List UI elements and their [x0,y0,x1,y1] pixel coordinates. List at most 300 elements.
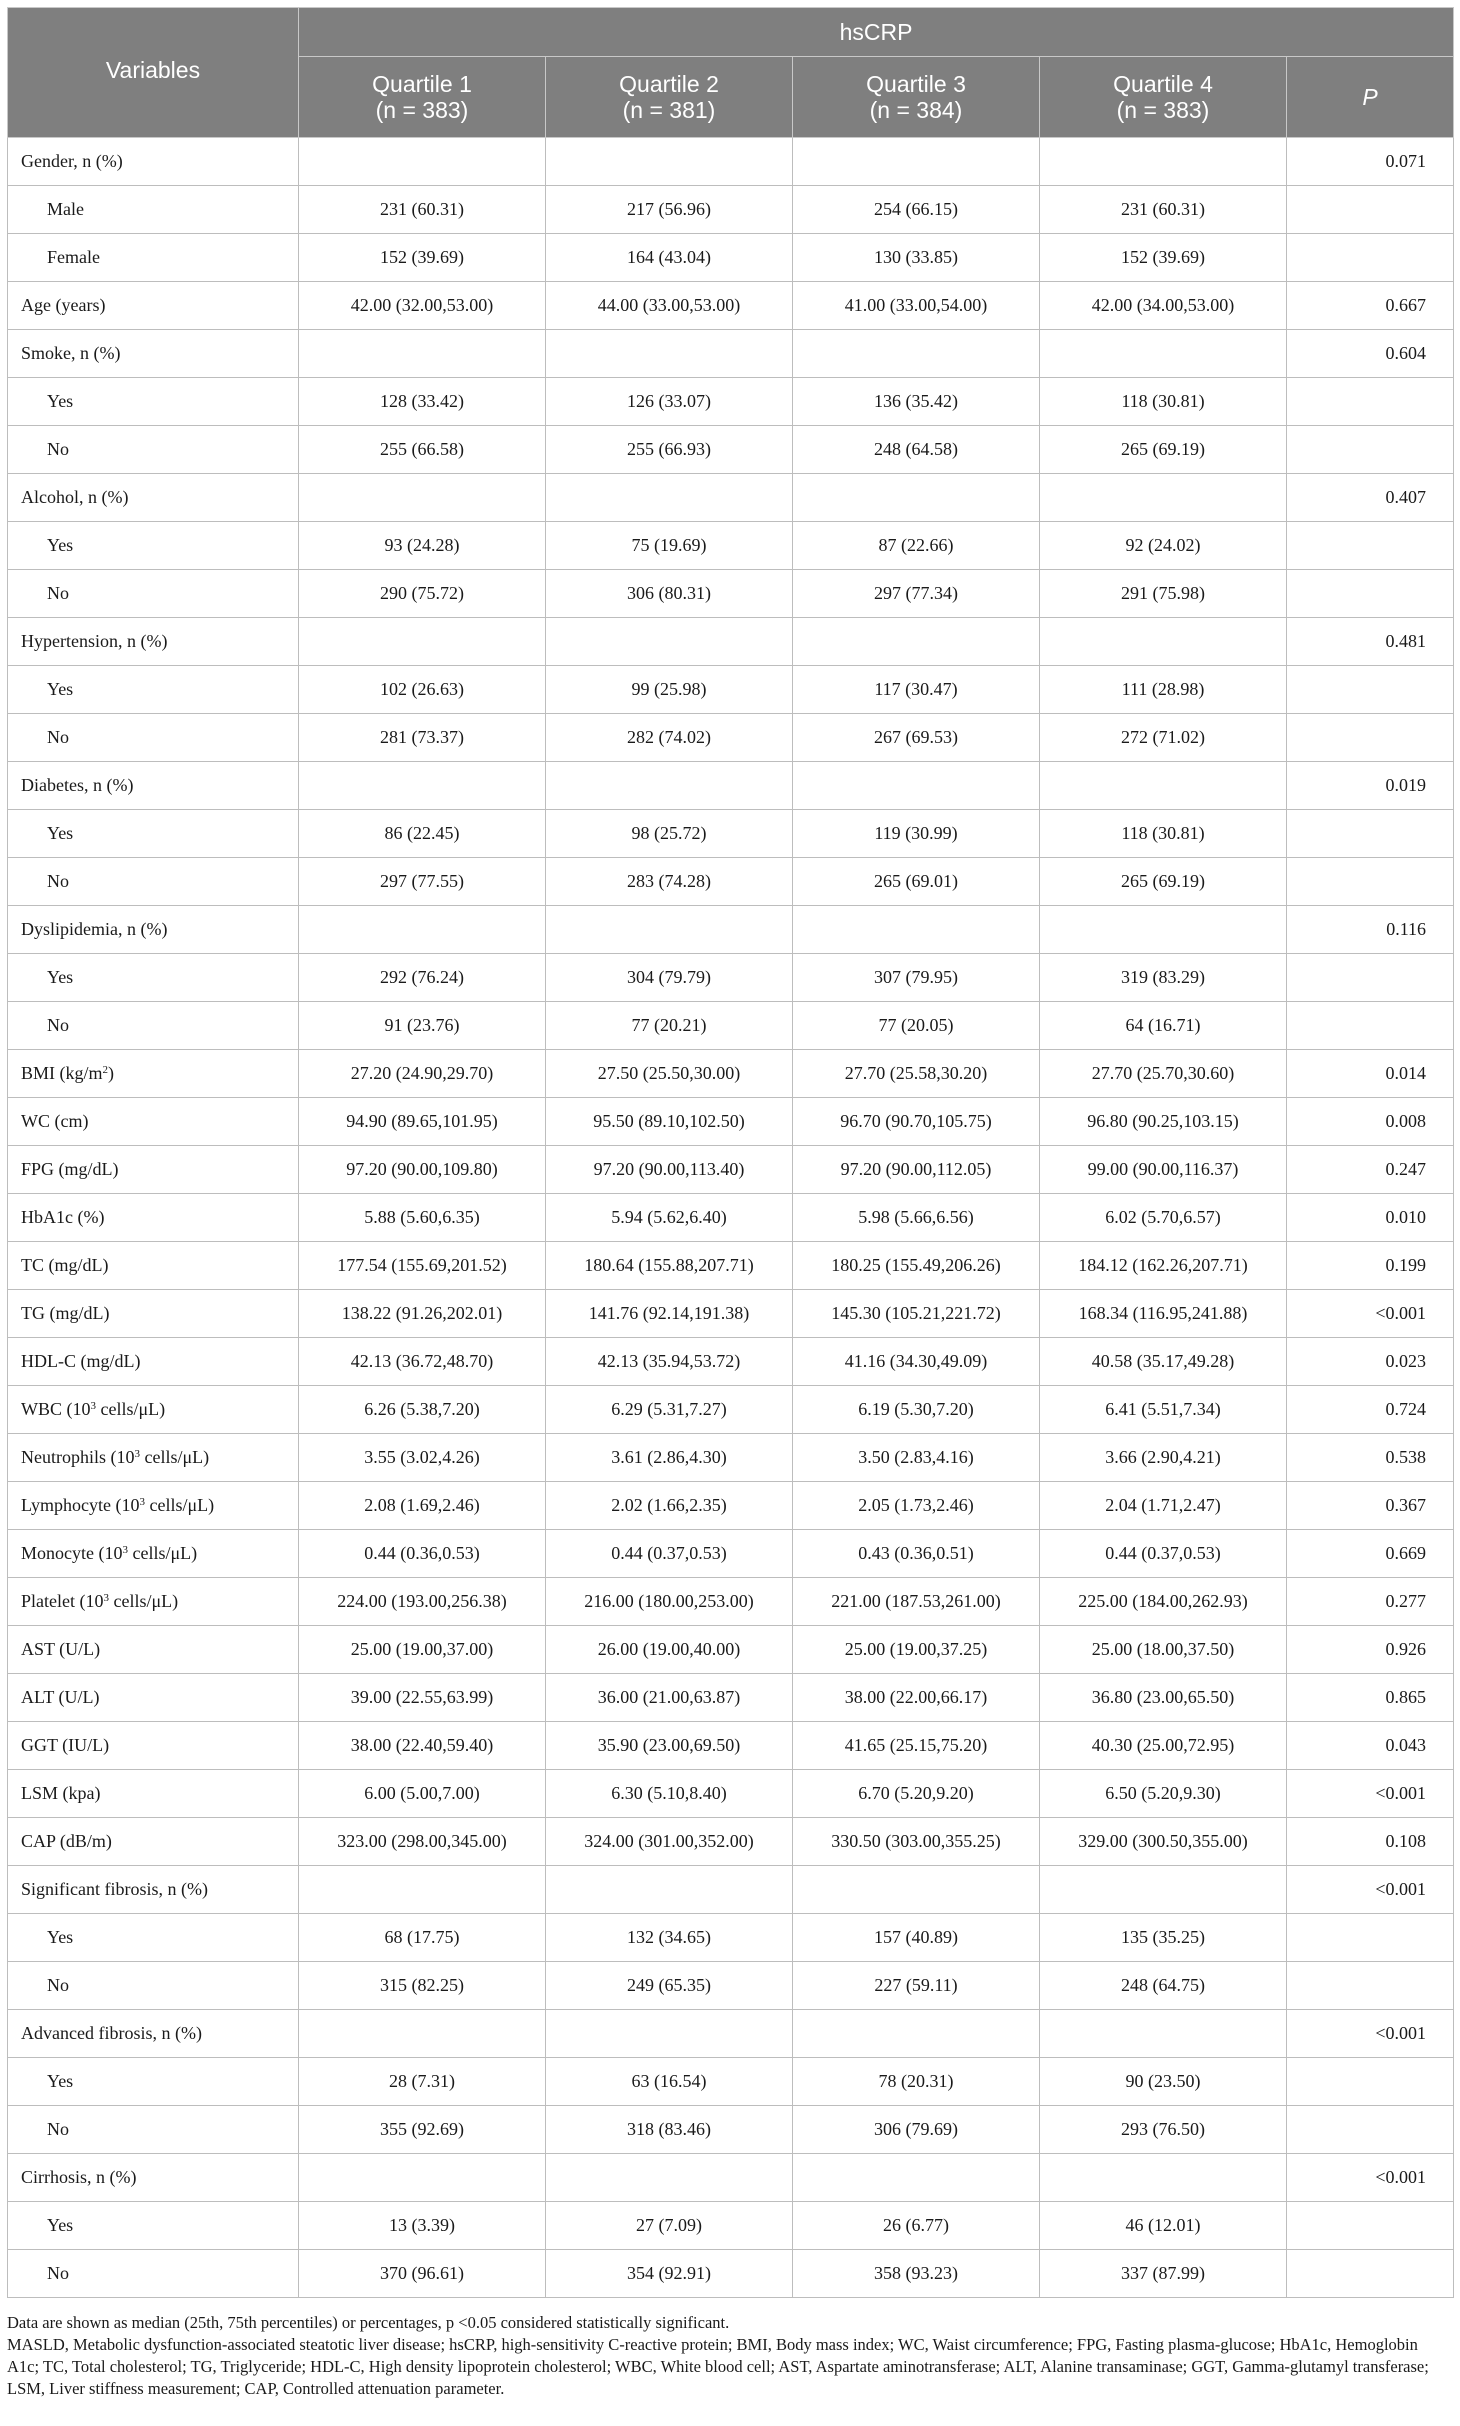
row-label: BMI $(kg/m^2)$ [8,1050,299,1098]
quartile-2-cell [546,762,793,810]
row-label: ALT (U/L) [8,1674,299,1722]
quartile-1-cell: 25.00 (19.00,37.00) [299,1626,546,1674]
quartile-1-cell: 91 (23.76) [299,1002,546,1050]
quartile-4-cell: 46 (12.01) [1040,2202,1287,2250]
table-row [8,858,1454,906]
quartile-1-header: Quartile 1 (n = 383) [299,57,546,138]
quartile-2-cell: 282 (74.02) [546,714,793,762]
quartile-4-cell: 6.50 (5.20,9.30) [1040,1770,1287,1818]
row-label: Platelet ($10^3$ cells/μL) [8,1578,299,1626]
quartile-3-cell: 6.70 (5.20,9.20) [793,1770,1040,1818]
quartile-1-cell: 315 (82.25) [299,1962,546,2010]
p-value-cell [1287,954,1454,1002]
quartile-1-cell [299,762,546,810]
quartile-3-cell: 25.00 (19.00,37.25) [793,1626,1040,1674]
table-row [8,138,1454,186]
quartile-4-cell: 248 (64.75) [1040,1962,1287,2010]
row-label: No [8,570,299,618]
quartile-4-cell: 231 (60.31) [1040,186,1287,234]
quartile-1-cell [299,906,546,954]
row-label: Female [8,234,299,282]
row-label: Yes [8,2058,299,2106]
quartile-4-cell: 0.44 (0.37,0.53) [1040,1530,1287,1578]
quartile-2-cell: 249 (65.35) [546,1962,793,2010]
quartile-1-cell: 138.22 (91.26,202.01) [299,1290,546,1338]
quartile-3-cell [793,906,1040,954]
quartile-1-cell [299,1866,546,1914]
p-value-cell: 0.926 [1287,1626,1454,1674]
table-row [8,1626,1454,1674]
row-label: Lymphocyte ($10^3$ cells/μL) [8,1482,299,1530]
quartile-3-cell: 41.00 (33.00,54.00) [793,282,1040,330]
p-value-cell: 0.604 [1287,330,1454,378]
quartile-2-cell: 324.00 (301.00,352.00) [546,1818,793,1866]
p-value-cell: <0.001 [1287,1290,1454,1338]
quartile-1-cell: 231 (60.31) [299,186,546,234]
quartile-2-cell: 354 (92.91) [546,2250,793,2298]
quartile-4-cell [1040,138,1287,186]
quartile-2-cell: 26.00 (19.00,40.00) [546,1626,793,1674]
quartile-4-cell: 36.80 (23.00,65.50) [1040,1674,1287,1722]
quartile-2-cell: 6.30 (5.10,8.40) [546,1770,793,1818]
row-label: TG (mg/dL) [8,1290,299,1338]
quartile-1-cell: 6.00 (5.00,7.00) [299,1770,546,1818]
quartile-2-cell [546,2010,793,2058]
quartile-1-cell [299,330,546,378]
p-value-cell: 0.538 [1287,1434,1454,1482]
quartile-1-cell: 292 (76.24) [299,954,546,1002]
quartile-1-cell: 290 (75.72) [299,570,546,618]
row-label: Age (years) [8,282,299,330]
quartile-3-cell: 0.43 (0.36,0.51) [793,1530,1040,1578]
footnote-abbreviations: MASLD, Metabolic dysfunction-associated steatotic liver disease; hsCRP, high-sensitivity C-reactive protein; BMI, Body mass index; WC, Waist circumference; FPG, Fasting plasma-glucose; HbA1c, Hemoglobin A1c; TC, Total cholesterol; TG, Triglyceride; HDL-C, High density lipoprotein cholesterol; WBC, White blood cell; AST, Aspartate aminotransferase; ALT, Alanine transaminase; GGT, Gamma-glutamyl transferase; LSM, Liver stiffness measurement; CAP, Controlled attenuation parameter. [7,2335,1429,2398]
table-row [8,1146,1454,1194]
quartile-2-cell [546,1866,793,1914]
table-row [8,1242,1454,1290]
quartile-2-cell: 0.44 (0.37,0.53) [546,1530,793,1578]
quartile-1-cell: 5.88 (5.60,6.35) [299,1194,546,1242]
row-label: Significant fibrosis, n (%) [8,1866,299,1914]
table-row [8,1674,1454,1722]
quartile-2-cell: 44.00 (33.00,53.00) [546,282,793,330]
quartile-4-cell: 329.00 (300.50,355.00) [1040,1818,1287,1866]
baseline-characteristics-table [7,7,1454,2298]
p-value-cell [1287,234,1454,282]
quartile-3-cell [793,2154,1040,2202]
row-label: Diabetes, n (%) [8,762,299,810]
row-label: Yes [8,2202,299,2250]
quartile-1-cell: 42.13 (36.72,48.70) [299,1338,546,1386]
quartile-1-cell [299,2154,546,2202]
table-row [8,1530,1454,1578]
quartile-1-cell: 255 (66.58) [299,426,546,474]
quartile-2-header: Quartile 2 (n = 381) [546,57,793,138]
quartile-4-cell: 6.02 (5.70,6.57) [1040,1194,1287,1242]
table-row [8,714,1454,762]
quartile-2-cell [546,138,793,186]
quartile-1-cell: 28 (7.31) [299,2058,546,2106]
quartile-3-cell: 136 (35.42) [793,378,1040,426]
quartile-1-cell [299,618,546,666]
table-row [8,234,1454,282]
quartile-4-cell: 64 (16.71) [1040,1002,1287,1050]
quartile-1-cell: 39.00 (22.55,63.99) [299,1674,546,1722]
quartile-1-cell: 297 (77.55) [299,858,546,906]
quartile-2-cell: 98 (25.72) [546,810,793,858]
quartile-4-cell: 6.41 (5.51,7.34) [1040,1386,1287,1434]
quartile-4-cell [1040,2154,1287,2202]
table-row [8,2058,1454,2106]
table-row [8,2202,1454,2250]
table-row [8,282,1454,330]
quartile-2-cell [546,2154,793,2202]
quartile-4-cell [1040,330,1287,378]
table-row [8,474,1454,522]
quartile-1-cell: 2.08 (1.69,2.46) [299,1482,546,1530]
p-value-cell [1287,1914,1454,1962]
table-row [8,1770,1454,1818]
quartile-2-cell: 126 (33.07) [546,378,793,426]
row-label: No [8,2250,299,2298]
quartile-2-cell: 36.00 (21.00,63.87) [546,1674,793,1722]
table-row [8,2010,1454,2058]
quartile-3-cell: 227 (59.11) [793,1962,1040,2010]
quartile-4-cell: 265 (69.19) [1040,858,1287,906]
quartile-3-cell: 130 (33.85) [793,234,1040,282]
quartile-2-cell: 42.13 (35.94,53.72) [546,1338,793,1386]
quartile-1-cell: 152 (39.69) [299,234,546,282]
p-value-cell: 0.043 [1287,1722,1454,1770]
quartile-1-cell: 128 (33.42) [299,378,546,426]
quartile-4-cell: 168.34 (116.95,241.88) [1040,1290,1287,1338]
quartile-1-cell: 6.26 (5.38,7.20) [299,1386,546,1434]
row-label: FPG (mg/dL) [8,1146,299,1194]
quartile-3-cell: 38.00 (22.00,66.17) [793,1674,1040,1722]
table-row [8,1386,1454,1434]
quartile-1-cell: 68 (17.75) [299,1914,546,1962]
quartile-4-cell: 40.30 (25.00,72.95) [1040,1722,1287,1770]
quartile-4-cell: 265 (69.19) [1040,426,1287,474]
table-row [8,618,1454,666]
quartile-3-cell: 358 (93.23) [793,2250,1040,2298]
quartile-2-cell: 318 (83.46) [546,2106,793,2154]
quartile-2-cell: 304 (79.79) [546,954,793,1002]
quartile-4-cell: 3.66 (2.90,4.21) [1040,1434,1287,1482]
quartile-2-cell [546,906,793,954]
quartile-2-cell: 27 (7.09) [546,2202,793,2250]
table-row [8,1578,1454,1626]
table-row [8,1002,1454,1050]
p-value-cell: <0.001 [1287,2010,1454,2058]
p-value-cell: 0.008 [1287,1098,1454,1146]
table-row [8,810,1454,858]
p-value-cell [1287,666,1454,714]
quartile-1-cell: 97.20 (90.00,109.80) [299,1146,546,1194]
table-row [8,1818,1454,1866]
row-label: Advanced fibrosis, n (%) [8,2010,299,2058]
quartile-3-cell: 265 (69.01) [793,858,1040,906]
row-label: Gender, n (%) [8,138,299,186]
row-label: No [8,426,299,474]
quartile-2-cell: 6.29 (5.31,7.27) [546,1386,793,1434]
p-value-cell [1287,522,1454,570]
quartile-1-cell: 3.55 (3.02,4.26) [299,1434,546,1482]
variables-header: Variables [8,8,299,138]
quartile-1-cell: 0.44 (0.36,0.53) [299,1530,546,1578]
p-value-cell: 0.019 [1287,762,1454,810]
quartile-1-cell: 323.00 (298.00,345.00) [299,1818,546,1866]
row-label: AST (U/L) [8,1626,299,1674]
p-value-cell: 0.014 [1287,1050,1454,1098]
table-container [7,7,1453,2400]
quartile-3-cell [793,762,1040,810]
table-row [8,1050,1454,1098]
quartile-4-cell: 337 (87.99) [1040,2250,1287,2298]
table-row [8,2154,1454,2202]
quartile-2-cell: 255 (66.93) [546,426,793,474]
quartile-2-cell: 27.50 (25.50,30.00) [546,1050,793,1098]
row-label: No [8,1002,299,1050]
quartile-4-cell: 118 (30.81) [1040,378,1287,426]
quartile-4-cell [1040,618,1287,666]
p-value-cell: 0.667 [1287,282,1454,330]
row-label: WBC ($10^3$ cells/μL) [8,1386,299,1434]
p-value-cell [1287,714,1454,762]
p-value-cell [1287,2250,1454,2298]
row-label: Hypertension, n (%) [8,618,299,666]
quartile-3-cell [793,2010,1040,2058]
p-value-cell: 0.023 [1287,1338,1454,1386]
p-value-cell: 0.247 [1287,1146,1454,1194]
row-label: Smoke, n (%) [8,330,299,378]
row-label: Male [8,186,299,234]
quartile-3-cell: 87 (22.66) [793,522,1040,570]
table-body [8,138,1454,2298]
quartile-4-cell [1040,762,1287,810]
quartile-2-cell: 132 (34.65) [546,1914,793,1962]
quartile-3-cell: 248 (64.58) [793,426,1040,474]
quartile-3-cell: 26 (6.77) [793,2202,1040,2250]
quartile-3-cell: 117 (30.47) [793,666,1040,714]
table-row [8,1866,1454,1914]
p-value-cell [1287,2202,1454,2250]
quartile-4-cell: 225.00 (184.00,262.93) [1040,1578,1287,1626]
quartile-4-cell: 319 (83.29) [1040,954,1287,1002]
quartile-2-cell: 283 (74.28) [546,858,793,906]
row-label: WC (cm) [8,1098,299,1146]
quartile-4-cell: 152 (39.69) [1040,234,1287,282]
quartile-4-cell: 99.00 (90.00,116.37) [1040,1146,1287,1194]
quartile-2-cell [546,330,793,378]
quartile-4-cell: 135 (35.25) [1040,1914,1287,1962]
p-value-cell: 0.669 [1287,1530,1454,1578]
table-row [8,1914,1454,1962]
p-value-cell: <0.001 [1287,1866,1454,1914]
p-value-cell: 0.116 [1287,906,1454,954]
quartile-3-cell: 5.98 (5.66,6.56) [793,1194,1040,1242]
p-value-cell [1287,1962,1454,2010]
quartile-4-cell: 111 (28.98) [1040,666,1287,714]
table-row [8,1482,1454,1530]
group-header: hsCRP [299,8,1454,57]
p-value-cell [1287,2106,1454,2154]
table-row [8,2106,1454,2154]
table-row [8,1194,1454,1242]
quartile-3-cell: 3.50 (2.83,4.16) [793,1434,1040,1482]
quartile-2-cell: 99 (25.98) [546,666,793,714]
table-row [8,570,1454,618]
quartile-4-cell [1040,2010,1287,2058]
p-value-cell: 0.367 [1287,1482,1454,1530]
table-row [8,426,1454,474]
footnote-data-description: Data are shown as median (25th, 75th percentiles) or percentages, p <0.05 considered statistically significant. [7,2313,730,2332]
quartile-2-cell: 141.76 (92.14,191.38) [546,1290,793,1338]
table-row [8,906,1454,954]
quartile-2-cell: 97.20 (90.00,113.40) [546,1146,793,1194]
quartile-3-cell: 97.20 (90.00,112.05) [793,1146,1040,1194]
row-label: LSM (kpa) [8,1770,299,1818]
quartile-4-cell: 291 (75.98) [1040,570,1287,618]
row-label: No [8,1962,299,2010]
quartile-1-cell [299,474,546,522]
p-value-cell: 0.199 [1287,1242,1454,1290]
table-row [8,330,1454,378]
p-value-cell [1287,570,1454,618]
quartile-2-cell: 3.61 (2.86,4.30) [546,1434,793,1482]
quartile-3-cell [793,138,1040,186]
p-value-cell [1287,810,1454,858]
quartile-3-cell: 297 (77.34) [793,570,1040,618]
p-value-cell [1287,426,1454,474]
row-label: No [8,2106,299,2154]
quartile-2-cell [546,474,793,522]
quartile-1-cell [299,2010,546,2058]
quartile-2-cell: 216.00 (180.00,253.00) [546,1578,793,1626]
quartile-2-cell: 306 (80.31) [546,570,793,618]
table-row [8,1338,1454,1386]
row-label: Neutrophils ($10^3$ cells/μL) [8,1434,299,1482]
p-value-cell: 0.010 [1287,1194,1454,1242]
row-label: TC (mg/dL) [8,1242,299,1290]
row-label: Yes [8,378,299,426]
quartile-3-cell: 157 (40.89) [793,1914,1040,1962]
p-value-cell [1287,1002,1454,1050]
quartile-1-cell: 281 (73.37) [299,714,546,762]
quartile-3-cell: 145.30 (105.21,221.72) [793,1290,1040,1338]
quartile-3-cell: 180.25 (155.49,206.26) [793,1242,1040,1290]
row-label: Yes [8,666,299,714]
p-value-cell: 0.724 [1287,1386,1454,1434]
p-value-cell: 0.481 [1287,618,1454,666]
quartile-3-cell: 96.70 (90.70,105.75) [793,1098,1040,1146]
quartile-3-cell [793,474,1040,522]
quartile-4-cell [1040,474,1287,522]
quartile-3-cell: 41.65 (25.15,75.20) [793,1722,1040,1770]
p-value-cell [1287,186,1454,234]
quartile-2-cell: 63 (16.54) [546,2058,793,2106]
quartile-4-cell: 272 (71.02) [1040,714,1287,762]
quartile-3-cell: 221.00 (187.53,261.00) [793,1578,1040,1626]
p-value-cell [1287,858,1454,906]
row-label: Monocyte ($10^3$ cells/μL) [8,1530,299,1578]
quartile-4-cell: 118 (30.81) [1040,810,1287,858]
row-label: No [8,714,299,762]
table-row [8,522,1454,570]
quartile-4-cell [1040,1866,1287,1914]
quartile-4-cell: 184.12 (162.26,207.71) [1040,1242,1287,1290]
table-row [8,1098,1454,1146]
quartile-3-cell [793,1866,1040,1914]
row-label: Cirrhosis, n (%) [8,2154,299,2202]
quartile-2-cell: 75 (19.69) [546,522,793,570]
quartile-4-cell: 40.58 (35.17,49.28) [1040,1338,1287,1386]
p-value-cell [1287,2058,1454,2106]
p-value-cell: <0.001 [1287,2154,1454,2202]
row-label: Alcohol, n (%) [8,474,299,522]
row-label: CAP (dB/m) [8,1818,299,1866]
quartile-2-cell: 35.90 (23.00,69.50) [546,1722,793,1770]
table-footnotes [7,2312,1453,2400]
row-label: HDL-C (mg/dL) [8,1338,299,1386]
quartile-4-cell: 96.80 (90.25,103.15) [1040,1098,1287,1146]
table-row [8,1290,1454,1338]
quartile-4-cell: 42.00 (34.00,53.00) [1040,282,1287,330]
table-header [8,8,1454,138]
row-label: HbA1c (%) [8,1194,299,1242]
quartile-4-cell: 293 (76.50) [1040,2106,1287,2154]
quartile-4-cell: 92 (24.02) [1040,522,1287,570]
quartile-1-cell: 102 (26.63) [299,666,546,714]
table-row [8,666,1454,714]
quartile-1-cell: 86 (22.45) [299,810,546,858]
table-row [8,186,1454,234]
p-value-cell: <0.001 [1287,1770,1454,1818]
quartile-1-cell: 93 (24.28) [299,522,546,570]
row-label: Dyslipidemia, n (%) [8,906,299,954]
p-value-header: P [1287,57,1454,138]
row-label: Yes [8,954,299,1002]
quartile-1-cell: 94.90 (89.65,101.95) [299,1098,546,1146]
quartile-1-cell [299,138,546,186]
quartile-3-cell: 306 (79.69) [793,2106,1040,2154]
table-row [8,762,1454,810]
quartile-3-cell: 330.50 (303.00,355.25) [793,1818,1040,1866]
p-value-cell: 0.407 [1287,474,1454,522]
quartile-3-cell [793,330,1040,378]
row-label: Yes [8,1914,299,1962]
quartile-2-cell: 2.02 (1.66,2.35) [546,1482,793,1530]
quartile-2-cell: 77 (20.21) [546,1002,793,1050]
quartile-4-cell [1040,906,1287,954]
table-row [8,1962,1454,2010]
quartile-3-cell: 27.70 (25.58,30.20) [793,1050,1040,1098]
quartile-3-cell: 2.05 (1.73,2.46) [793,1482,1040,1530]
quartile-1-cell: 42.00 (32.00,53.00) [299,282,546,330]
quartile-3-cell: 254 (66.15) [793,186,1040,234]
quartile-2-cell [546,618,793,666]
table-row [8,1722,1454,1770]
p-value-cell: 0.108 [1287,1818,1454,1866]
quartile-3-cell: 78 (20.31) [793,2058,1040,2106]
row-label: Yes [8,810,299,858]
p-value-cell [1287,378,1454,426]
p-value-cell: 0.277 [1287,1578,1454,1626]
quartile-3-cell: 77 (20.05) [793,1002,1040,1050]
quartile-1-cell: 38.00 (22.40,59.40) [299,1722,546,1770]
table-row [8,1434,1454,1482]
quartile-1-cell: 27.20 (24.90,29.70) [299,1050,546,1098]
quartile-4-cell: 27.70 (25.70,30.60) [1040,1050,1287,1098]
